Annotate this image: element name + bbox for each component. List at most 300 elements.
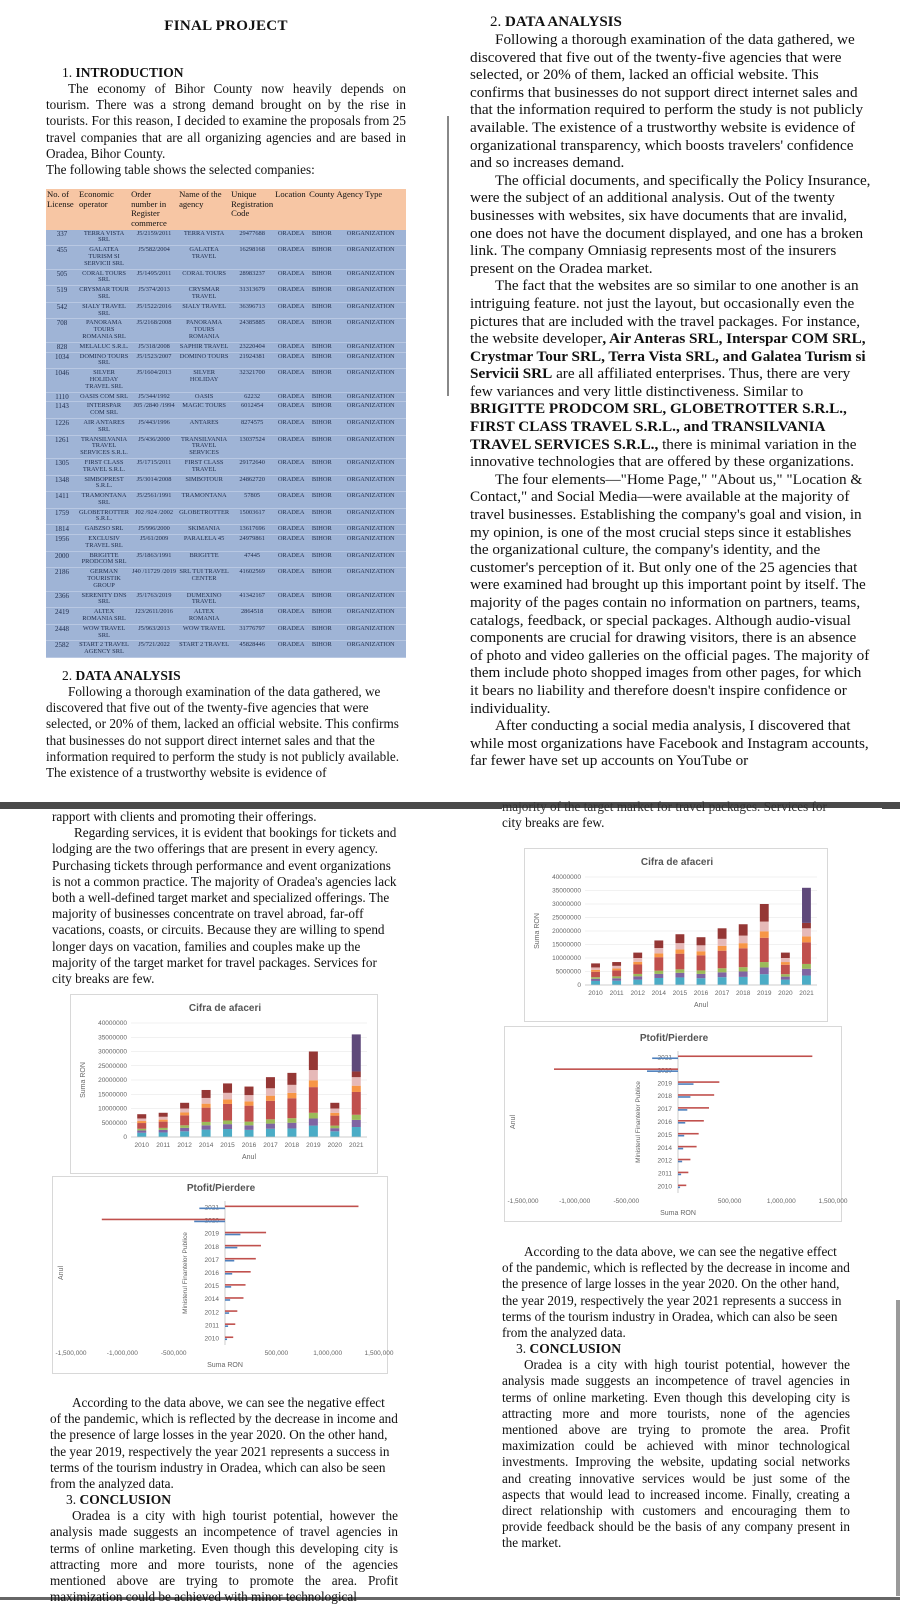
bar-segment [223, 1083, 232, 1092]
y-axis-inner-label: Ministerul Finantelor Publice [182, 1232, 189, 1314]
x-tick-label: -1,000,000 [559, 1198, 591, 1205]
table-cell: J5/996/2000 [130, 525, 178, 535]
table-cell: ORGANIZATION [335, 230, 406, 246]
table-row [46, 230, 406, 246]
table-cell: BIHOR [308, 458, 335, 475]
table-body [46, 230, 406, 658]
bar-segment [781, 980, 790, 985]
bar-segment [159, 1130, 168, 1133]
table-cell: BIHOR [308, 286, 335, 303]
table-row [46, 551, 406, 568]
table-cell: 24385885 [230, 319, 274, 342]
bar-segment [287, 1128, 296, 1137]
table-cell: J5/2561/1991 [130, 492, 178, 509]
table-cell: ORGANIZATION [335, 458, 406, 475]
bar-segment [760, 962, 769, 967]
bar-segment [287, 1118, 296, 1123]
table-cell: J40 /11729 /2019 [130, 568, 178, 591]
y-tick-label: 2016 [657, 1119, 672, 1126]
table-cell: 542 [46, 302, 78, 319]
profit-bar [647, 1070, 678, 1072]
profit-bar [678, 1133, 699, 1135]
bar-segment [223, 1093, 232, 1100]
scrollbar-track-right[interactable] [896, 1300, 900, 1596]
y-tick-label: 5000000 [101, 1119, 127, 1127]
table-cell: J5/1495/2011 [130, 269, 178, 286]
y-tick-label: 2018 [204, 1243, 219, 1251]
bar-segment [137, 1130, 146, 1132]
table-cell: 47445 [230, 551, 274, 568]
table-row [46, 402, 406, 419]
x-axis-label: Anul [241, 1154, 257, 1161]
table-cell: 32321700 [230, 369, 274, 392]
table-cell: ORADEA [274, 458, 308, 475]
y-tick-label: 10000000 [98, 1105, 127, 1113]
y-tick-label: 0 [577, 982, 581, 989]
table-cell: J02 /924 /2002 [130, 508, 178, 525]
col-header-county: County [308, 189, 335, 229]
table-cell: SILVER HOLIDAY [178, 369, 230, 392]
table-cell: ORGANIZATION [335, 418, 406, 435]
table-cell: GABZSO SRL [78, 525, 130, 535]
bar-segment [202, 1090, 211, 1098]
table-cell: 2366 [46, 591, 78, 608]
table-cell: PANORAMA TOURS ROMANIA [178, 319, 230, 342]
revenue-chart-svg [71, 995, 379, 1175]
bar-segment [739, 924, 748, 935]
bar-segment [718, 946, 727, 951]
bar-segment [223, 1124, 232, 1129]
bar-segment [591, 981, 600, 985]
table-cell: 1411 [46, 492, 78, 509]
bar-segment [781, 965, 790, 974]
profit-bar [225, 1325, 228, 1327]
table-row [46, 435, 406, 458]
table-cell: ORADEA [274, 492, 308, 509]
profit-bar [102, 1219, 225, 1221]
bar-segment [202, 1130, 211, 1137]
table-row [46, 246, 406, 269]
y-tick-label: 40000000 [552, 874, 581, 881]
table-cell: EXCLUSIV TRAVEL SRL [78, 535, 130, 552]
x-tick-label: 2014 [651, 990, 667, 997]
table-cell: 13037524 [230, 435, 274, 458]
bar-segment [180, 1103, 189, 1109]
table-cell: ORADEA [274, 475, 308, 492]
table-row [46, 608, 406, 625]
table-cell: 2000 [46, 551, 78, 568]
table-row [46, 302, 406, 319]
bar-segment [352, 1077, 361, 1086]
table-cell: MELALUC S.R.L. [78, 342, 130, 352]
bar-segment [654, 957, 663, 971]
table-cell: ORGANIZATION [335, 608, 406, 625]
profit-bar [678, 1159, 690, 1161]
table-cell: BIHOR [308, 624, 335, 641]
table-cell: J5/443/1996 [130, 418, 178, 435]
table-cell: SERENITY DNS SRL [78, 591, 130, 608]
bar-segment [330, 1113, 339, 1116]
bar-segment [137, 1114, 146, 1118]
bar-segment [180, 1115, 189, 1125]
y-tick-label: 2017 [204, 1256, 219, 1264]
table-row [46, 624, 406, 641]
table-cell: SIMBOTOUR [178, 475, 230, 492]
y-tick-label: 2018 [657, 1093, 672, 1101]
bar-segment [675, 969, 684, 973]
bar-segment [352, 1086, 361, 1092]
table-cell: BIHOR [308, 246, 335, 269]
analysis-heading-left: 2. DATA ANALYSIS [62, 668, 181, 684]
table-cell: 24979861 [230, 535, 274, 552]
bar-segment [612, 966, 621, 969]
analysis-heading-right: 2. DATA ANALYSIS [490, 14, 622, 30]
table-cell: BIHOR [308, 418, 335, 435]
table-cell: ORGANIZATION [335, 591, 406, 608]
table-cell: BIHOR [308, 392, 335, 402]
y-tick-label: 2015 [657, 1131, 672, 1139]
profit-bar [678, 1081, 719, 1083]
table-cell: 6012454 [230, 402, 274, 419]
x-tick-label: 2011 [156, 1142, 171, 1149]
conclusion-paragraph-right: Oradea is a city with high tourist potential, however the analysis made suggests an incompetence of travel agencies in terms of online marketing. Even though this developing city is attracting more and more tourists, none of the agencies mentioned above are trying to promote the area. Profit maximization could be achieved with minor technological investments. Improving the website, updating social networks and creating innovative services would be just some of the aspects that would lead to increased income. Finally, creating a direct relationship with customers and encouraging them to provide feedback should be the basis of any company present in the market. [502, 1357, 850, 1551]
city-breaks-line: city breaks are few. [502, 815, 605, 831]
table-cell: SILVER HOLIDAY TRAVEL SRL [78, 369, 130, 392]
chart-title: Ptofit/Pierdere [186, 1183, 256, 1194]
profit-bar [678, 1161, 682, 1163]
x-tick-label: 2011 [609, 990, 624, 997]
table-cell: J5/1763/2019 [130, 591, 178, 608]
bar-segment [739, 972, 748, 977]
y-tick-label: 2012 [204, 1309, 219, 1317]
bar-segment [180, 1131, 189, 1137]
bar-segment [718, 939, 727, 946]
x-tick-label: 2014 [198, 1142, 214, 1149]
table-cell: 1034 [46, 352, 78, 369]
bar-segment [223, 1129, 232, 1137]
rapport-line: rapport with clients and promoting their offerings. [52, 809, 317, 824]
table-cell: 8274575 [230, 418, 274, 435]
bar-segment [266, 1119, 275, 1123]
chart-title: Ptofit/Pierdere [639, 1033, 709, 1044]
bar-segment [180, 1128, 189, 1131]
table-cell: 31313679 [230, 286, 274, 303]
bar-segment [802, 942, 811, 964]
profit-bar [652, 1057, 678, 1059]
table-cell: 41342167 [230, 591, 274, 608]
table-cell: 455 [46, 246, 78, 269]
bar-segment [309, 1126, 318, 1137]
table-cell: ORGANIZATION [335, 535, 406, 552]
bar-segment [612, 962, 621, 966]
table-cell: ORADEA [274, 319, 308, 342]
table-cell: ORADEA [274, 342, 308, 352]
table-cell: GALATEA TRAVEL [178, 246, 230, 269]
table-row [46, 508, 406, 525]
table-cell: ORADEA [274, 392, 308, 402]
table-cell: 29477688 [230, 230, 274, 246]
bar-segment [633, 964, 642, 973]
bar-segment [352, 1115, 361, 1120]
table-row [46, 458, 406, 475]
table-cell: OASIS COM SRL [78, 392, 130, 402]
table-cell: 45828446 [230, 641, 274, 658]
table-cell: BRIGITTE [178, 551, 230, 568]
bar-segment [202, 1098, 211, 1104]
bar-segment [633, 958, 642, 962]
table-cell: BIHOR [308, 475, 335, 492]
bar-segment [802, 976, 811, 985]
bar-segment [760, 967, 769, 974]
profit-bar [678, 1083, 694, 1085]
x-tick-label: -1,000,000 [106, 1350, 138, 1357]
bar-segment [244, 1087, 253, 1096]
table-cell: 2448 [46, 624, 78, 641]
table-cell: J5/1604/2013 [130, 369, 178, 392]
table-cell: ORGANIZATION [335, 342, 406, 352]
table-cell: ORADEA [274, 418, 308, 435]
revenue-chart-right [524, 848, 828, 1022]
table-cell: ORADEA [274, 369, 308, 392]
intro-paragraph: The economy of Bihor County now heavily depends on tourism. There was a strong demand brought on by the rise in tourists. For this reason, I decided to examine the proposals from 25 travel companies that are all organizing agencies and are based in Oradea, Bihor County. [46, 81, 406, 161]
y-axis-label: Anul [58, 1265, 65, 1281]
table-cell: J23/2611/2016 [130, 608, 178, 625]
bar-segment [760, 938, 769, 962]
table-cell: ORADEA [274, 525, 308, 535]
bar-segment [287, 1093, 296, 1098]
table-row [46, 475, 406, 492]
y-tick-label: 25000000 [98, 1062, 127, 1070]
table-cell: CRYSMAR TRAVEL [178, 286, 230, 303]
bar-segment [591, 963, 600, 967]
table-cell: J5/3014/2008 [130, 475, 178, 492]
table-cell: GLOBETROTTER S.R.L. [78, 508, 130, 525]
profit-bar [225, 1338, 227, 1340]
bar-segment [654, 953, 663, 957]
table-cell: ORGANIZATION [335, 352, 406, 369]
x-tick-label: 2020 [327, 1142, 343, 1149]
x-axis-label: Anul [693, 1002, 709, 1009]
conclusion-heading-right: 3. CONCLUSION [516, 1341, 622, 1357]
table-cell: 505 [46, 269, 78, 286]
x-tick-label: 2010 [588, 990, 603, 997]
bar-segment [180, 1125, 189, 1128]
table-cell: BIHOR [308, 369, 335, 392]
table-row [46, 418, 406, 435]
table-cell: 23220404 [230, 342, 274, 352]
x-tick-label: -500,000 [613, 1198, 640, 1205]
table-cell: BRIGITTE PRODCOM SRL [78, 551, 130, 568]
profit-bar [225, 1273, 232, 1275]
bar-segment [266, 1129, 275, 1137]
table-cell: 24862720 [230, 475, 274, 492]
bar-segment [352, 1071, 361, 1077]
table-cell: SAPHIR TRAVEL [178, 342, 230, 352]
table-cell: ORADEA [274, 230, 308, 246]
bar-segment [159, 1113, 168, 1117]
bar-segment [633, 974, 642, 976]
bar-segment [633, 976, 642, 979]
profit-bar [678, 1107, 709, 1109]
bar-segment [266, 1088, 275, 1095]
profit-bar [225, 1206, 358, 1208]
bar-segment [266, 1124, 275, 1129]
table-row [46, 269, 406, 286]
x-axis-label: Suma RON [660, 1210, 696, 1217]
table-cell: 828 [46, 342, 78, 352]
bar-segment [309, 1113, 318, 1119]
table-cell: J5/1522/2016 [130, 302, 178, 319]
bar-segment [718, 951, 727, 969]
bar-segment [309, 1118, 318, 1125]
x-tick-label: 2018 [284, 1142, 300, 1149]
table-row [46, 535, 406, 552]
profit-bar [678, 1109, 687, 1111]
x-tick-label: 2015 [672, 990, 688, 997]
table-row [46, 525, 406, 535]
y-tick-label: 0 [123, 1134, 127, 1141]
vertical-divider-top [447, 116, 449, 396]
table-cell: 13617696 [230, 525, 274, 535]
table-cell: ORADEA [274, 608, 308, 625]
table-cell: GALATEA TURISM SI SERVICII SRL [78, 246, 130, 269]
page-right-bottom [502, 799, 882, 832]
table-cell: 36396713 [230, 302, 274, 319]
bar-segment [802, 923, 811, 928]
table-cell: SKIMANIA [178, 525, 230, 535]
table-cell: 1143 [46, 402, 78, 419]
profit-bar [225, 1323, 235, 1325]
bar-segment [330, 1116, 339, 1126]
table-cell: ORGANIZATION [335, 246, 406, 269]
table-cell: DUMEXINO TRAVEL [178, 591, 230, 608]
table-cell: ORGANIZATION [335, 286, 406, 303]
x-tick-label: 2021 [799, 990, 814, 997]
table-cell: J5/318/2008 [130, 342, 178, 352]
bar-segment [718, 972, 727, 977]
table-cell: SRL TUI TRAVEL CENTER [178, 568, 230, 591]
table-cell: TERRA VISTA SRL [78, 230, 130, 246]
table-cell: ORGANIZATION [335, 319, 406, 342]
table-cell: 1348 [46, 475, 78, 492]
x-tick-label: 2015 [220, 1142, 235, 1149]
col-header-type: Agency Type [335, 189, 406, 229]
table-cell: ORADEA [274, 551, 308, 568]
table-cell: ORGANIZATION [335, 492, 406, 509]
table-cell: ORGANIZATION [335, 402, 406, 419]
y-tick-label: 10000000 [552, 955, 581, 962]
bar-segment [612, 970, 621, 976]
table-cell: BIHOR [308, 269, 335, 286]
col-header-operator: Economic operator [78, 189, 130, 229]
table-cell: ANTARES [178, 418, 230, 435]
y-tick-label: 2011 [205, 1322, 219, 1330]
table-row [46, 286, 406, 303]
y-tick-label: 2012 [657, 1157, 672, 1165]
table-cell: ORADEA [274, 641, 308, 658]
bar-segment [309, 1087, 318, 1113]
table-cell: TRAMONTANA [178, 492, 230, 509]
table-header-row [46, 189, 406, 229]
bar-segment [159, 1132, 168, 1137]
conclusion-heading-left: 3. CONCLUSION [66, 1492, 172, 1508]
x-axis-label: Suma RON [207, 1362, 243, 1369]
profit-bar [225, 1312, 229, 1314]
table-cell: 21924381 [230, 352, 274, 369]
table-cell: 2186 [46, 568, 78, 591]
bar-segment [223, 1099, 232, 1104]
analysis-paragraph-left-cut: Following a thorough examination of the data gathered, we discovered that five out of the twenty-five agencies that were selected, or 20% of them, lacked an official website. This confirms that businesses do not support direct internet sales and that the information required to perform the study is not publicly available. The existence of a trustworthy website is evidence of [46, 684, 400, 781]
bar-segment [760, 904, 769, 922]
bar-segment [802, 936, 811, 942]
bar-segment [697, 937, 706, 945]
table-cell: 1814 [46, 525, 78, 535]
table-cell: SIALY TRAVEL [178, 302, 230, 319]
table-cell: TERRA VISTA [178, 230, 230, 246]
y-axis-label: Suma RON [534, 913, 541, 949]
x-tick-label: 2018 [735, 990, 751, 997]
table-cell: J05 /2840 /1994 [130, 402, 178, 419]
x-tick-label: 2020 [778, 990, 793, 997]
x-tick-label: 2016 [241, 1142, 257, 1149]
table-cell: AIR ANTARES SRL [78, 418, 130, 435]
bar-segment [330, 1128, 339, 1131]
table-cell: OASIS [178, 392, 230, 402]
table-cell: ORADEA [274, 286, 308, 303]
bar-segment [309, 1070, 318, 1080]
y-tick-label: 2010 [204, 1335, 219, 1343]
x-tick-label: 2012 [177, 1142, 192, 1149]
table-cell: ORGANIZATION [335, 392, 406, 402]
x-tick-label: 1,500,000 [364, 1350, 394, 1357]
table-cell: BIHOR [308, 608, 335, 625]
bar-segment [266, 1077, 275, 1088]
table-cell: FIRST CLASS TRAVEL S.R.L. [78, 458, 130, 475]
x-tick-label: 1,000,000 [766, 1198, 796, 1205]
table-cell: ORADEA [274, 535, 308, 552]
table-cell: J5/2159/2011 [130, 230, 178, 246]
table-cell: ORADEA [274, 508, 308, 525]
profit-bar [678, 1187, 680, 1189]
bar-segment [202, 1122, 211, 1125]
bar-segment [330, 1131, 339, 1137]
bar-segment [697, 955, 706, 970]
profit-bar [225, 1247, 237, 1249]
table-cell: WOW TRAVEL SRL [78, 624, 130, 641]
table-cell: J5/2168/2008 [130, 319, 178, 342]
col-header-license: No. of License [46, 189, 78, 229]
table-cell: BIHOR [308, 591, 335, 608]
table-cell: J5/721/2022 [130, 641, 178, 658]
table-cell: TRANSILVANIA TRAVEL SERVICES [178, 435, 230, 458]
table-cell: BIHOR [308, 319, 335, 342]
profit-chart-svg [53, 1177, 394, 1375]
x-tick-label: -500,000 [160, 1350, 187, 1357]
table-cell: 31776797 [230, 624, 274, 641]
analysis-paragraph-4: The four elements—"Home Page," "About us," "Location & Contact," and Social Media—were available at the majority of travel businesses. Establishing the company's goal and vision, in my opinion, is one of the most crucial steps since it establishes the organizational culture, the company's identity, and the customer's perception of it. But only one of the 25 agencies that were examined had brought up this important point by itself. The majority of the pages contain no information on partners, teams, catalogs, feedback, or special packages. Although audio-visual components are crucial for drawing visitors, there is an absence of photo and video galleries on the official pages. The majority of them include photo shopped images from other pages, for which it bears no liability and therefore doesn't inspire confidence or individuality. [470, 470, 870, 717]
bar-segment [591, 970, 600, 972]
page-left-conclusion [50, 1395, 398, 1605]
y-tick-label: 2017 [657, 1106, 672, 1114]
table-cell: BIHOR [308, 302, 335, 319]
bar-segment [159, 1128, 168, 1130]
y-tick-label: 30000000 [98, 1048, 127, 1056]
bar-segment [137, 1118, 146, 1121]
profit-bar [225, 1245, 261, 1247]
bar-segment [760, 974, 769, 985]
bar-segment [633, 962, 642, 965]
table-cell: BIHOR [308, 568, 335, 591]
